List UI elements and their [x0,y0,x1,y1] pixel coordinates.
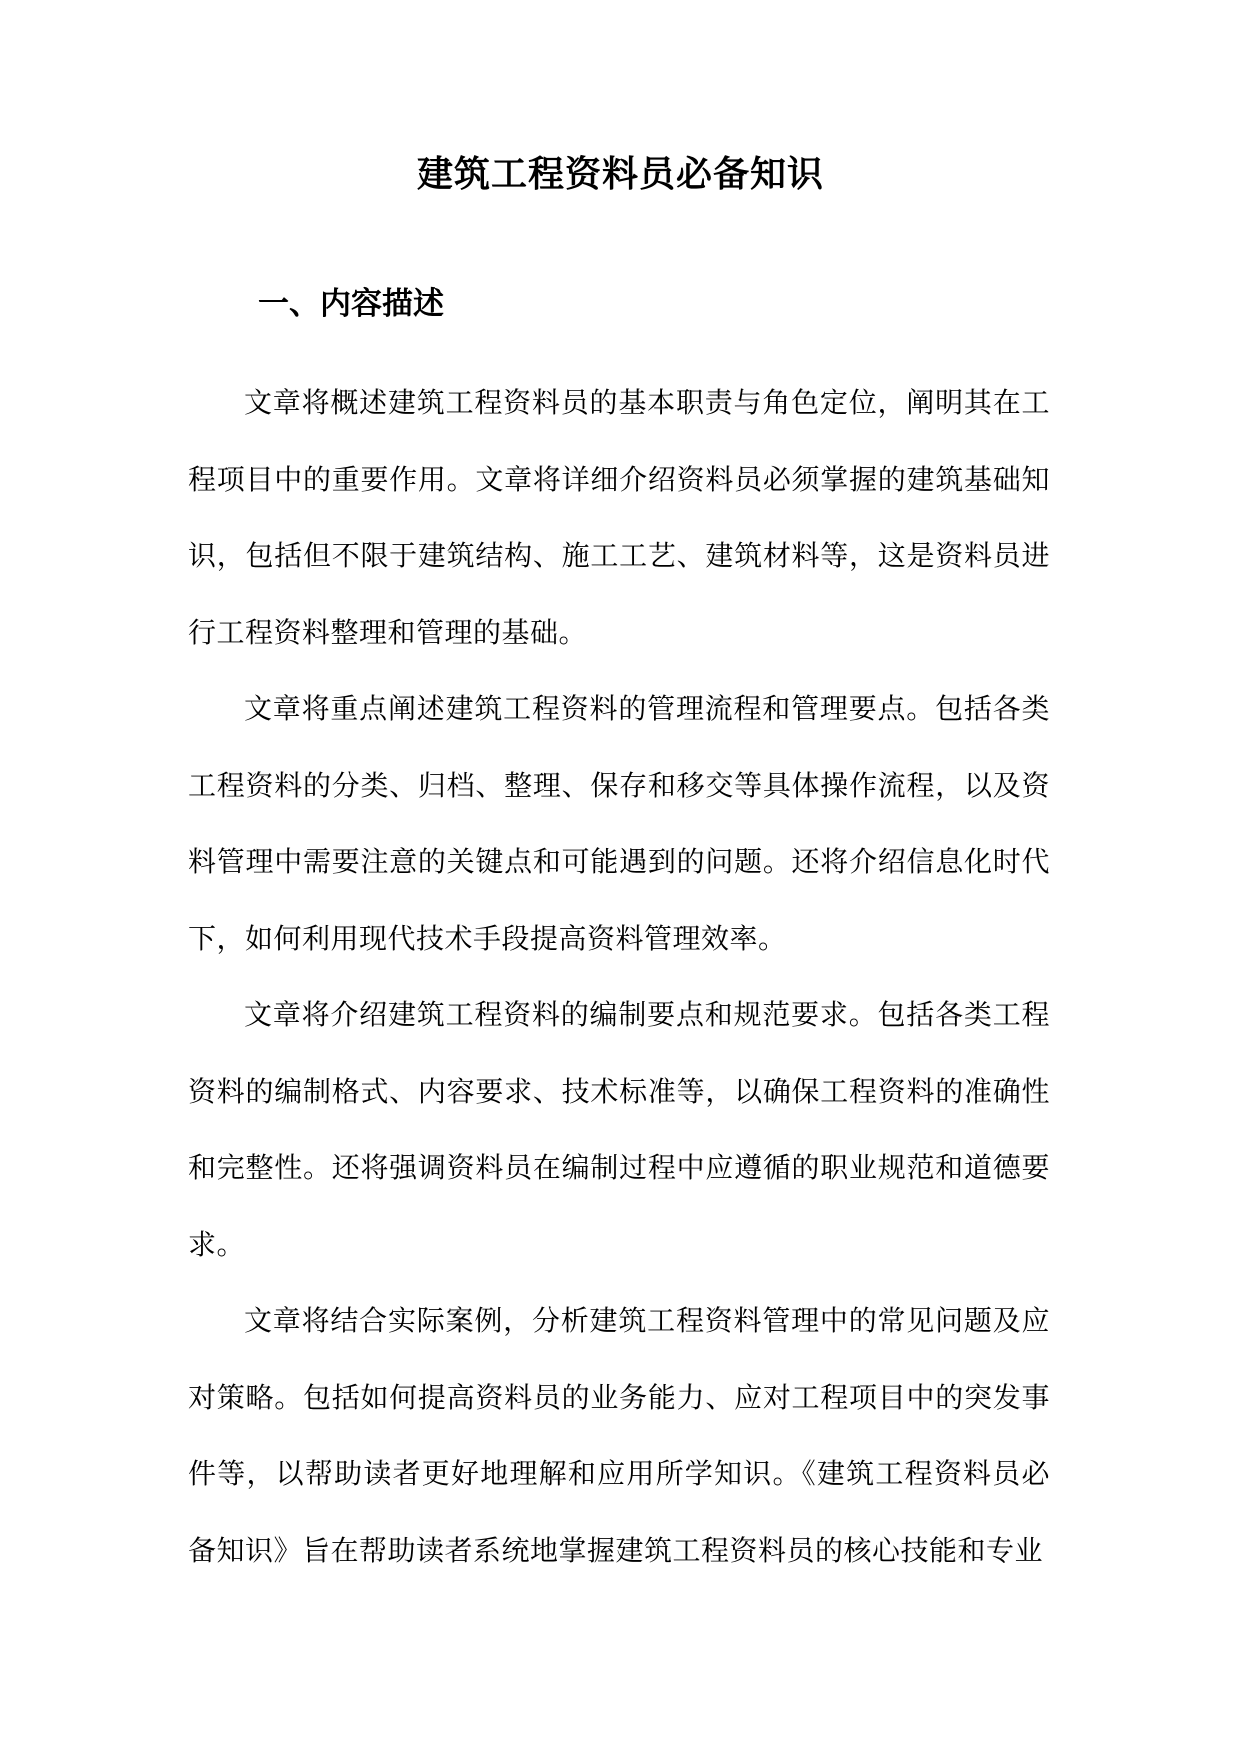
section-heading: 一、内容描述 [258,286,444,322]
paragraph-2: 文章将重点阐述建筑工程资料的管理流程和管理要点。包括各类工程资料的分类、归档、整理、保存和移交等具体操作流程，以及资料管理中需要注意的关键点和可能遇到的问题。还将介绍信息化时代下，如何利用现代技术手段提高资料管理效率。 [188,692,1050,955]
document-title: 建筑工程资料员必备知识 [416,153,824,195]
paragraph-4: 文章将结合实际案例，分析建筑工程资料管理中的常见问题及应对策略。包括如何提高资料员的业务能力、应对工程项目中的突发事件等，以帮助读者更好地理解和应用所学知识。《建筑工程资料员必备知识》旨在帮助读者系统地掌握建筑工程资料员的核心技能和专业 [188,1304,1050,1567]
body-text [188,365,1050,1589]
paragraph-1: 文章将概述建筑工程资料员的基本职责与角色定位，阐明其在工程项目中的重要作用。文章将详细介绍资料员必须掌握的建筑基础知识，包括但不限于建筑结构、施工工艺、建筑材料等，这是资料员进行工程资料整理和管理的基础。 [188,386,1050,649]
paragraph-3: 文章将介绍建筑工程资料的编制要点和规范要求。包括各类工程资料的编制格式、内容要求、技术标准等，以确保工程资料的准确性和完整性。还将强调资料员在编制过程中应遵循的职业规范和道德要求。 [188,998,1050,1261]
